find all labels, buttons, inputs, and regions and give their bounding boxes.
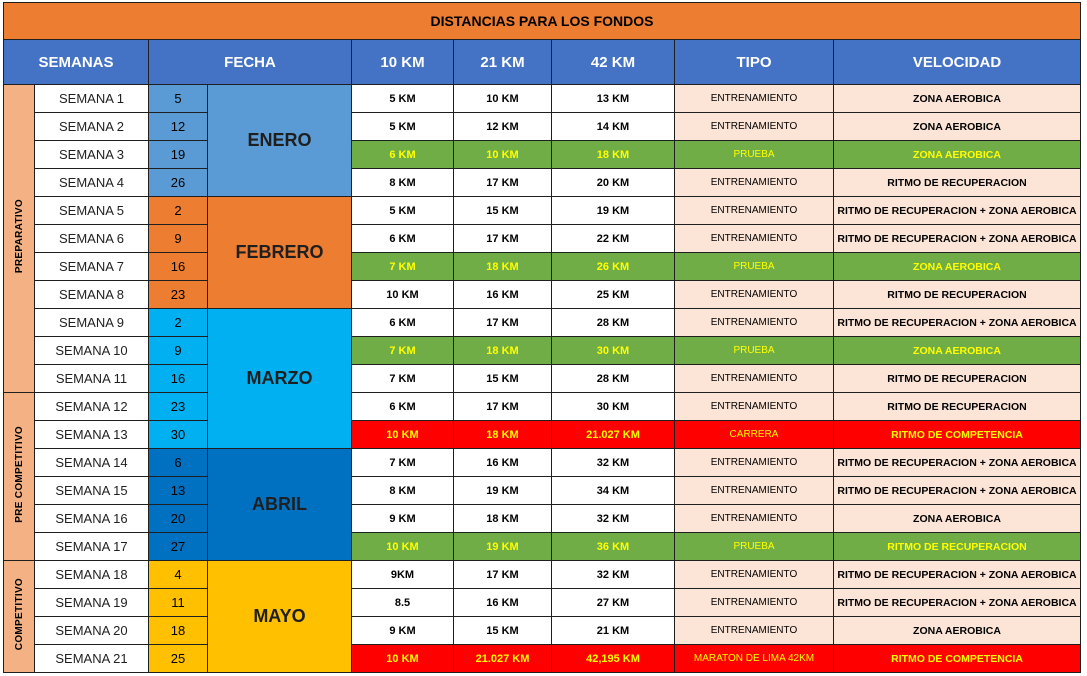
km21-cell[interactable]: 18 KM [454,505,552,533]
km42-cell[interactable]: 13 KM [552,85,675,113]
table-row [4,477,1081,505]
km10-cell[interactable]: 10 KM [352,421,454,449]
header-42km[interactable]: 42 KM [552,40,675,85]
km21-cell[interactable]: 16 KM [454,281,552,309]
header-10km[interactable]: 10 KM [352,40,454,85]
header-velocidad[interactable]: VELOCIDAD [834,40,1081,85]
km10-cell[interactable]: 6 KM [352,309,454,337]
km42-cell[interactable]: 30 KM [552,393,675,421]
header-row [4,40,1081,85]
km10-cell[interactable]: 5 KM [352,197,454,225]
km42-cell[interactable]: 32 KM [552,561,675,589]
km42-cell[interactable]: 28 KM [552,309,675,337]
velocidad-cell[interactable]: ZONA AEROBICA [834,617,1081,645]
phase-label: PRE COMPETITIVO [13,425,25,523]
km21-cell[interactable]: 15 KM [454,365,552,393]
month-cell[interactable]: MAYO [208,561,352,673]
km10-cell[interactable]: 8.5 [352,589,454,617]
table-row [4,421,1081,449]
table-row [4,197,1081,225]
velocidad-cell[interactable]: RITMO DE COMPETENCIA [834,645,1081,673]
km21-cell[interactable]: 19 KM [454,477,552,505]
velocidad-cell[interactable]: ZONA AEROBICA [834,113,1081,141]
semana-cell[interactable]: SEMANA 6 [35,225,149,253]
semana-cell[interactable]: SEMANA 21 [35,645,149,673]
table-row [4,617,1081,645]
dia-cell[interactable]: 20 [149,505,208,533]
km10-cell[interactable]: 9 KM [352,617,454,645]
km42-cell[interactable]: 34 KM [552,477,675,505]
dia-cell[interactable]: 16 [149,253,208,281]
km10-cell[interactable]: 6 KM [352,393,454,421]
dia-cell[interactable]: 6 [149,449,208,477]
km10-cell[interactable]: 6 KM [352,141,454,169]
semana-cell[interactable]: SEMANA 10 [35,337,149,365]
km21-cell[interactable]: 18 KM [454,421,552,449]
training-table [3,2,1081,673]
table-row [4,169,1081,197]
km10-cell[interactable]: 7 KM [352,337,454,365]
tipo-cell[interactable]: ENTRENAMIENTO [675,477,834,505]
km42-cell[interactable]: 20 KM [552,169,675,197]
km21-cell[interactable]: 17 KM [454,225,552,253]
km42-cell[interactable]: 19 KM [552,197,675,225]
table-row [4,85,1081,113]
tipo-cell[interactable]: PRUEBA [675,533,834,561]
km10-cell[interactable]: 8 KM [352,477,454,505]
tipo-cell[interactable]: PRUEBA [675,141,834,169]
velocidad-cell[interactable]: ZONA AEROBICA [834,85,1081,113]
km21-cell[interactable]: 19 KM [454,533,552,561]
tipo-cell[interactable]: MARATON DE LIMA 42KM [675,645,834,673]
km10-cell[interactable]: 10 KM [352,645,454,673]
km42-cell[interactable]: 14 KM [552,113,675,141]
km10-cell[interactable]: 7 KM [352,253,454,281]
phase-label: PREPARATIVO [13,198,25,274]
km42-cell[interactable]: 25 KM [552,281,675,309]
velocidad-cell[interactable]: RITMO DE RECUPERACION [834,169,1081,197]
table-row [4,449,1081,477]
velocidad-cell[interactable]: RITMO DE RECUPERACION + ZONA AEROBICA [834,197,1081,225]
dia-cell[interactable]: 25 [149,645,208,673]
table-row [4,589,1081,617]
semana-cell[interactable]: SEMANA 14 [35,449,149,477]
velocidad-cell[interactable]: RITMO DE RECUPERACION [834,533,1081,561]
km21-cell[interactable]: 15 KM [454,617,552,645]
tipo-cell[interactable]: ENTRENAMIENTO [675,281,834,309]
dia-cell[interactable]: 11 [149,589,208,617]
km42-cell[interactable]: 21.027 KM [552,421,675,449]
km10-cell[interactable]: 7 KM [352,449,454,477]
velocidad-cell[interactable]: ZONA AEROBICA [834,141,1081,169]
km21-cell[interactable]: 12 KM [454,113,552,141]
table-row [4,337,1081,365]
km21-cell[interactable]: 18 KM [454,337,552,365]
km21-cell[interactable]: 16 KM [454,589,552,617]
km10-cell[interactable]: 5 KM [352,85,454,113]
dia-cell[interactable]: 9 [149,225,208,253]
dia-cell[interactable]: 5 [149,85,208,113]
header-fecha[interactable]: FECHA [149,40,352,85]
velocidad-cell[interactable]: RITMO DE RECUPERACION + ZONA AEROBICA [834,589,1081,617]
km42-cell[interactable]: 28 KM [552,365,675,393]
semana-cell[interactable]: SEMANA 2 [35,113,149,141]
km42-cell[interactable]: 42,195 KM [552,645,675,673]
dia-cell[interactable]: 30 [149,421,208,449]
dia-cell[interactable]: 2 [149,309,208,337]
header-21km[interactable]: 21 KM [454,40,552,85]
table-row [4,253,1081,281]
velocidad-cell[interactable]: RITMO DE RECUPERACION + ZONA AEROBICA [834,449,1081,477]
dia-cell[interactable]: 12 [149,113,208,141]
velocidad-cell[interactable]: RITMO DE RECUPERACION + ZONA AEROBICA [834,477,1081,505]
velocidad-cell[interactable]: RITMO DE RECUPERACION + ZONA AEROBICA [834,225,1081,253]
velocidad-cell[interactable]: ZONA AEROBICA [834,253,1081,281]
km21-cell[interactable]: 17 KM [454,393,552,421]
phase-cell[interactable] [4,561,35,673]
phase-cell[interactable] [4,85,35,393]
header-semanas[interactable]: SEMANAS [4,40,149,85]
km21-cell[interactable]: 10 KM [454,141,552,169]
km42-cell[interactable]: 22 KM [552,225,675,253]
km10-cell[interactable]: 8 KM [352,169,454,197]
dia-cell[interactable]: 23 [149,393,208,421]
semana-cell[interactable]: SEMANA 3 [35,141,149,169]
table-row [4,225,1081,253]
tipo-cell[interactable]: ENTRENAMIENTO [675,225,834,253]
tipo-cell[interactable]: ENTRENAMIENTO [675,169,834,197]
dia-cell[interactable]: 4 [149,561,208,589]
semana-cell[interactable]: SEMANA 11 [35,365,149,393]
km21-cell[interactable]: 18 KM [454,253,552,281]
table-row [4,393,1081,421]
km42-cell[interactable]: 30 KM [552,337,675,365]
phase-cell[interactable] [4,393,35,561]
semana-cell[interactable]: SEMANA 17 [35,533,149,561]
velocidad-cell[interactable]: RITMO DE RECUPERACION + ZONA AEROBICA [834,309,1081,337]
semana-cell[interactable]: SEMANA 7 [35,253,149,281]
km10-cell[interactable]: 10 KM [352,533,454,561]
dia-cell[interactable]: 13 [149,477,208,505]
km10-cell[interactable]: 5 KM [352,113,454,141]
dia-cell[interactable]: 2 [149,197,208,225]
table-row [4,365,1081,393]
km42-cell[interactable]: 36 KM [552,533,675,561]
km10-cell[interactable]: 7 KM [352,365,454,393]
km21-cell[interactable]: 17 KM [454,561,552,589]
tipo-cell[interactable]: ENTRENAMIENTO [675,365,834,393]
dia-cell[interactable]: 9 [149,337,208,365]
month-cell[interactable]: ENERO [208,85,352,197]
velocidad-cell[interactable]: RITMO DE RECUPERACION [834,365,1081,393]
tipo-cell[interactable]: CARRERA [675,421,834,449]
tipo-cell[interactable]: ENTRENAMIENTO [675,393,834,421]
km10-cell[interactable]: 10 KM [352,281,454,309]
semana-cell[interactable]: SEMANA 8 [35,281,149,309]
table-row [4,281,1081,309]
dia-cell[interactable]: 27 [149,533,208,561]
tipo-cell[interactable]: ENTRENAMIENTO [675,617,834,645]
velocidad-cell[interactable]: RITMO DE RECUPERACION [834,281,1081,309]
km10-cell[interactable]: 9 KM [352,505,454,533]
dia-cell[interactable]: 23 [149,281,208,309]
semana-cell[interactable]: SEMANA 5 [35,197,149,225]
dia-cell[interactable]: 16 [149,365,208,393]
km42-cell[interactable]: 18 KM [552,141,675,169]
dia-cell[interactable]: 18 [149,617,208,645]
dia-cell[interactable]: 26 [149,169,208,197]
table-row [4,533,1081,561]
km42-cell[interactable]: 32 KM [552,505,675,533]
velocidad-cell[interactable]: RITMO DE RECUPERACION + ZONA AEROBICA [834,561,1081,589]
semana-cell[interactable]: SEMANA 16 [35,505,149,533]
table-row [4,113,1081,141]
sheet-title[interactable]: DISTANCIAS PARA LOS FONDOS [4,3,1081,40]
km42-cell[interactable]: 32 KM [552,449,675,477]
km21-cell[interactable]: 17 KM [454,169,552,197]
phase-label: COMPETITIVO [13,577,25,651]
tipo-cell[interactable]: ENTRENAMIENTO [675,449,834,477]
title-row [4,3,1081,40]
velocidad-cell[interactable]: ZONA AEROBICA [834,505,1081,533]
header-tipo[interactable]: TIPO [675,40,834,85]
tipo-cell[interactable]: ENTRENAMIENTO [675,589,834,617]
semana-cell[interactable]: SEMANA 13 [35,421,149,449]
table-row [4,561,1081,589]
month-cell[interactable]: ABRIL [208,449,352,561]
velocidad-cell[interactable]: RITMO DE RECUPERACION [834,393,1081,421]
semana-cell[interactable]: SEMANA 4 [35,169,149,197]
tipo-cell[interactable]: ENTRENAMIENTO [675,561,834,589]
semana-cell[interactable]: SEMANA 15 [35,477,149,505]
month-cell[interactable]: MARZO [208,309,352,449]
semana-cell[interactable]: SEMANA 9 [35,309,149,337]
table-row [4,309,1081,337]
week-rows [4,85,1081,673]
month-cell[interactable]: FEBRERO [208,197,352,309]
semana-cell[interactable]: SEMANA 20 [35,617,149,645]
km42-cell[interactable]: 21 KM [552,617,675,645]
km21-cell[interactable]: 21.027 KM [454,645,552,673]
km42-cell[interactable]: 26 KM [552,253,675,281]
km10-cell[interactable]: 6 KM [352,225,454,253]
tipo-cell[interactable]: ENTRENAMIENTO [675,197,834,225]
km21-cell[interactable]: 17 KM [454,309,552,337]
semana-cell[interactable]: SEMANA 18 [35,561,149,589]
tipo-cell[interactable]: ENTRENAMIENTO [675,85,834,113]
km21-cell[interactable]: 10 KM [454,85,552,113]
table-row [4,141,1081,169]
km21-cell[interactable]: 15 KM [454,197,552,225]
tipo-cell[interactable]: ENTRENAMIENTO [675,309,834,337]
tipo-cell[interactable]: PRUEBA [675,337,834,365]
semana-cell[interactable]: SEMANA 1 [35,85,149,113]
tipo-cell[interactable]: PRUEBA [675,253,834,281]
tipo-cell[interactable]: ENTRENAMIENTO [675,505,834,533]
velocidad-cell[interactable]: ZONA AEROBICA [834,337,1081,365]
tipo-cell[interactable]: ENTRENAMIENTO [675,113,834,141]
km21-cell[interactable]: 16 KM [454,449,552,477]
km42-cell[interactable]: 27 KM [552,589,675,617]
semana-cell[interactable]: SEMANA 19 [35,589,149,617]
table-row [4,505,1081,533]
dia-cell[interactable]: 19 [149,141,208,169]
semana-cell[interactable]: SEMANA 12 [35,393,149,421]
km10-cell[interactable]: 9KM [352,561,454,589]
velocidad-cell[interactable]: RITMO DE COMPETENCIA [834,421,1081,449]
table-row [4,645,1081,673]
